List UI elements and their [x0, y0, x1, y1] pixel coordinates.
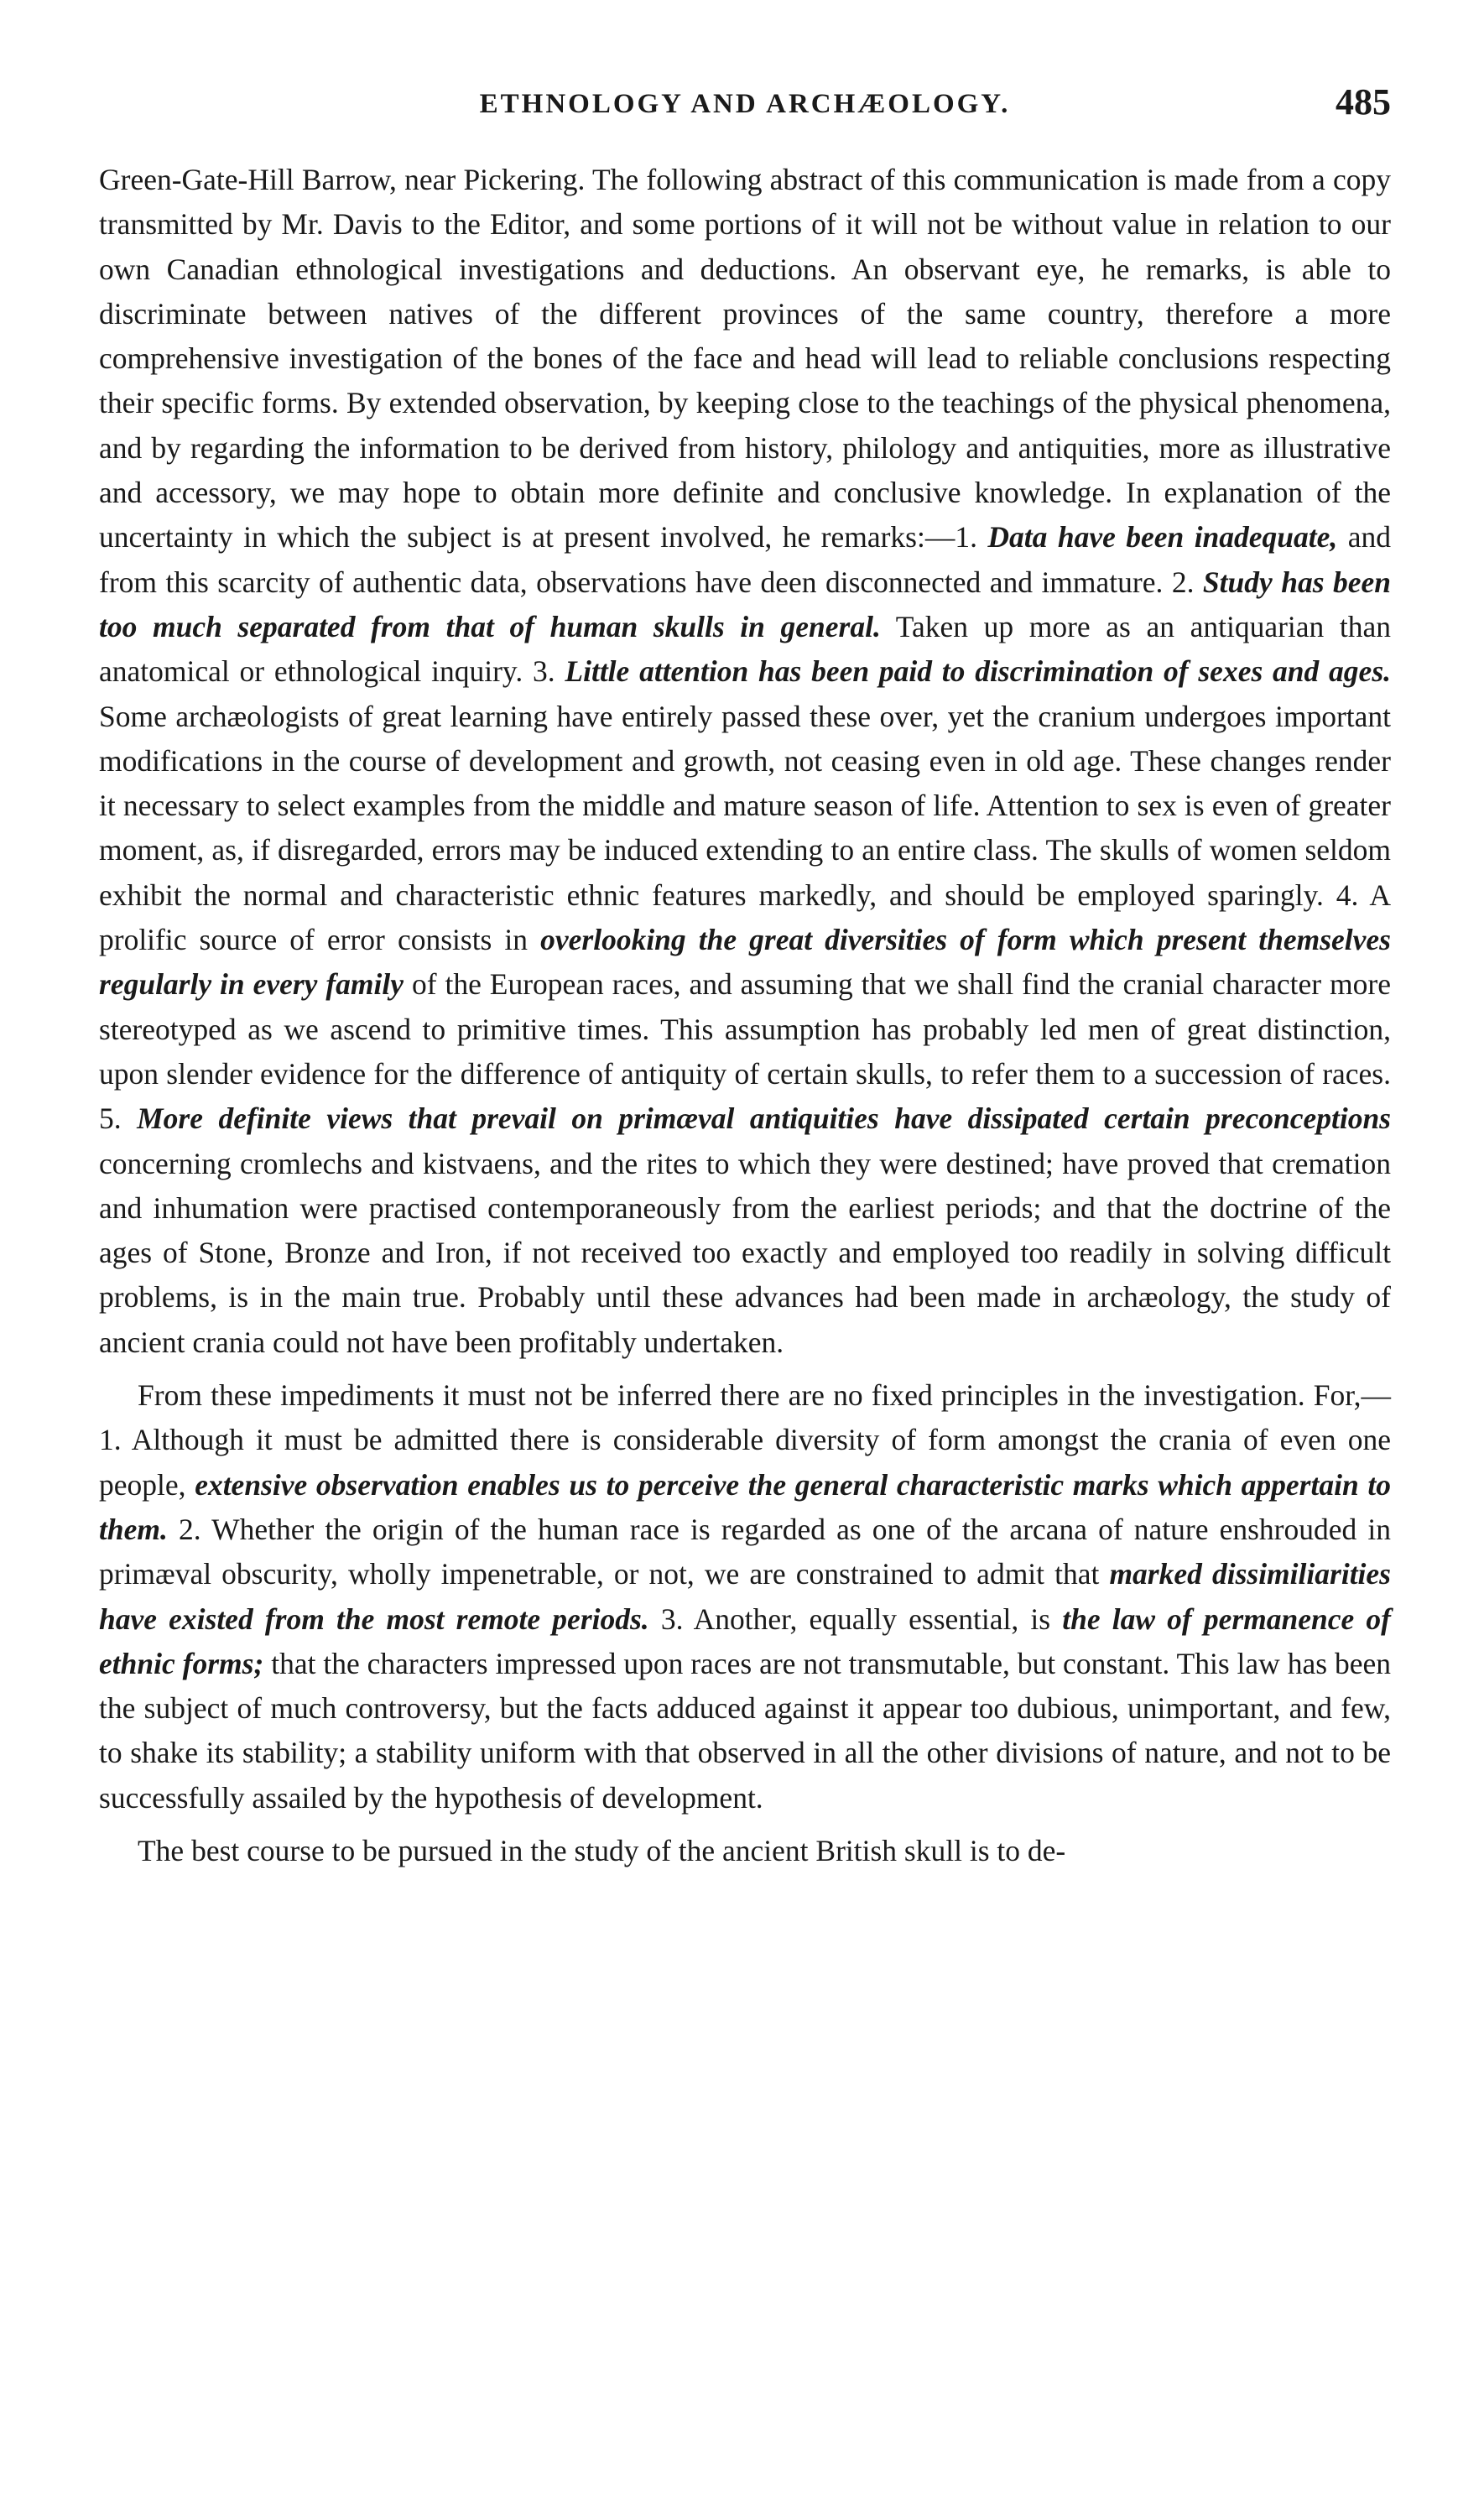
body-text: [99, 158, 1391, 1873]
text-run: Some archæologists of great learning have entirely passed these over, yet the cranium undergoes important modifications in the course of development and growth, not ceasing even in old age. These changes render it necessary to select examples from the middle and mature season of life. Attention to sex is even of greater moment, as, if disregarded, errors may be induced extending to an entire class. The skulls of women seldom exhibit the normal and characteristic ethnic features markedly, and should be employed sparingly. 4. A prolific source of error consists in: [99, 699, 1391, 957]
text-run: of the European races, and assuming that we shall find the cranial character more stereotyped as we ascend to primitive times. This assumption has probably led men of great distinction, upon slender evidence for the difference of antiquity of certain skulls, to refer them to a succession of races. 5.: [99, 967, 1391, 1136]
text-run: The best course to be pursued in the study of the ancient British skull is to de-: [138, 1833, 1066, 1867]
running-title: ETHNOLOGY AND ARCHÆOLOGY.: [479, 89, 1011, 119]
text-run: that the characters impressed upon races are not transmutable, but constant. This law has been the subject of much controversy, but the facts adduced against it appear too dubious, unimportant, and few, to shake its stability; a stability uniform with that observed in all the other divisions of nature, and not to be successfully assailed by the hypothesis of development.: [99, 1646, 1391, 1815]
italic-phrase: extensive observation enables us to perceive the general characteristic marks which appertain to them.: [99, 1467, 1391, 1546]
italic-phrase: Data have been inadequate,: [987, 520, 1338, 555]
italic-phrase: Little attention has been paid to discrimination of sexes and ages.: [565, 654, 1392, 689]
italic-phrase: Study has been too much separated from that of human skulls in general.: [99, 565, 1391, 643]
paragraph-1: [99, 158, 1391, 1365]
running-head: [99, 81, 1391, 139]
page-number: 485: [1336, 81, 1391, 122]
text-run: Green-Gate-Hill Barrow, near Pickering. The following abstract of this communication is made from a copy transmitted by Mr. Davis to the Editor, and some portions of it will not be without value in relation to our own Canadian ethnological investigations and deductions. An observant eye, he remarks, is able to discriminate between natives of the different provinces of the same country, therefore a more comprehensive investigation of the bones of the face and head will lead to reliable conclusions respecting their specific forms. By extended observation, by keeping close to the teachings of the physical phenomena, and by regarding the information to be derived from history, philology and antiquities, more as illustrative and accessory, we may hope to obtain more definite and conclusive knowledge. In explanation of the uncertainty in which the subject is at present involved, he remarks:—1.: [99, 163, 1391, 555]
text-run: 3. Another, equally essential, is: [648, 1601, 1063, 1636]
text-run: From these impediments it must not be inferred there are no fixed principles in the investigation. For,—1. Although it must be admitted there is considerable diversity of form amongst the crania of even one people,: [99, 1378, 1391, 1502]
text-run: Taken up more as an antiquarian than anatomical or ethnological inquiry. 3.: [99, 609, 1391, 689]
italic-phrase: the law of permanence of ethnic forms;: [99, 1601, 1391, 1680]
paragraph-3: [99, 1829, 1391, 1873]
italic-phrase: overlooking the great diversities of form which present themselves regularly in every family: [99, 923, 1392, 1002]
text-run: concerning cromlechs and kistvaens, and the rites to which they were destined; have proved that cremation and inhumation were practised contemporaneously from the earliest periods; and that the doctrine of the ages of Stone, Bronze and Iron, if not received too exactly and employed too readily in solving difficult problems, is in the main true. Probably until these advances had been made in archæology, the study of ancient crania could not have been profitably undertaken.: [99, 1146, 1391, 1359]
text-run: and from this scarcity of authentic data, observations have deen disconnected and immature. 2.: [99, 520, 1391, 599]
italic-phrase: marked dissimiliarities have existed from the most remote periods.: [99, 1557, 1391, 1636]
italic-phrase: More definite views that prevail on primæval antiquities have dissipated certain preconceptions: [137, 1101, 1391, 1136]
paragraph-2: [99, 1373, 1391, 1820]
book-page: [99, 81, 1391, 1873]
text-run: 2. Whether the origin of the human race is regarded as one of the arcana of nature enshrouded in primæval obscurity, wholly impenetrable, or not, we are constrained to admit that: [99, 1512, 1391, 1591]
